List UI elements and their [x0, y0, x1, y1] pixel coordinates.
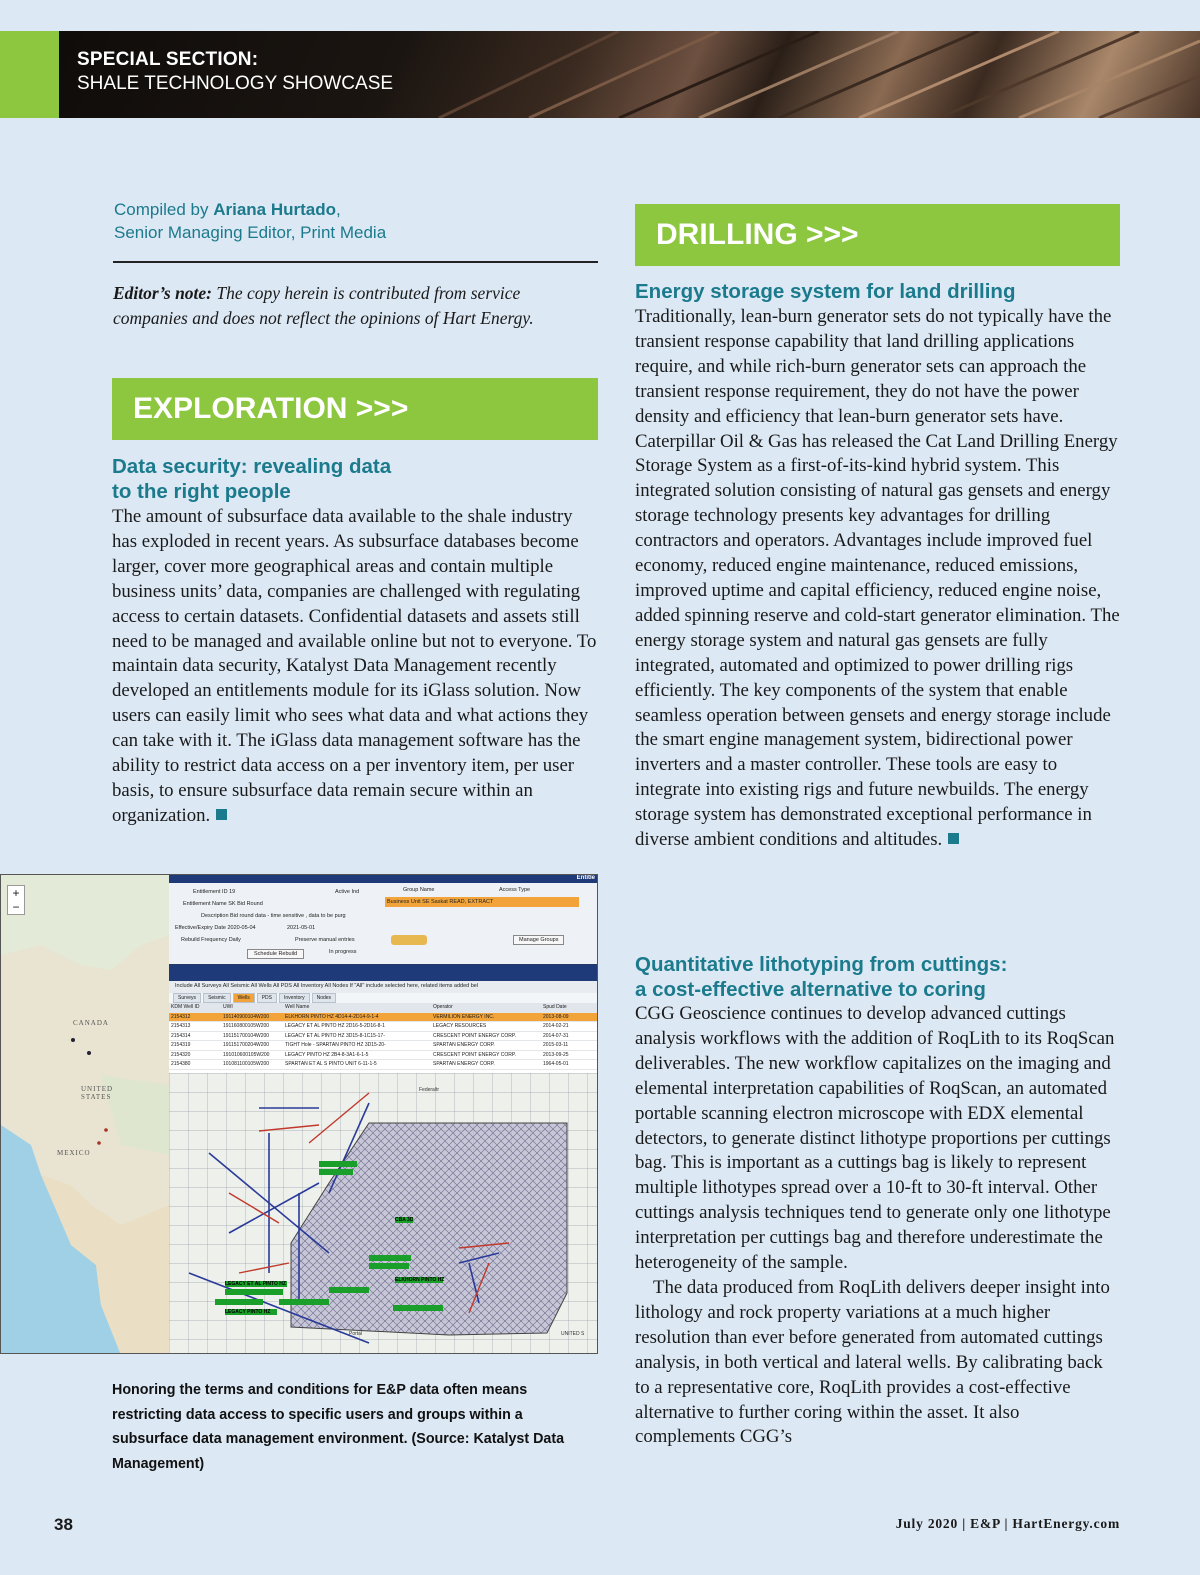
figure-screenshot: [0, 874, 598, 1354]
editor-note-text: The copy herein is contributed from service companies and does not reflect the opinions of Hart Energy.: [113, 283, 534, 328]
form-title: Entitle: [576, 875, 595, 881]
table-row[interactable]: [169, 1060, 598, 1070]
table-row[interactable]: [169, 1051, 598, 1061]
map-tag-elkhorn: ELKHORN PINTO HZ: [395, 1277, 445, 1283]
cell: 191151700104W200: [223, 1032, 270, 1039]
editor-note: [113, 281, 598, 331]
byline-author: Ariana Hurtado: [213, 200, 337, 219]
form-label-description: Description Bid round data - time sensitive , data to be purg: [201, 913, 346, 919]
form-expiry-date: 2021-05-01: [287, 925, 316, 931]
banner-rock-image: [59, 31, 1200, 118]
banner-line-2: SHALE TECHNOLOGY SHOWCASE: [77, 73, 394, 94]
tab-seismic[interactable]: Seismic: [203, 993, 231, 1003]
exploration-body-text: The amount of subsurface data available to the shale industry has exploded in recent years. As subsurface databases become larger, cover more geographical areas and contain multiple business units’ data, companies are challenged with regulating access to certain datasets. Confidential datasets and assets still need to be managed and available online but not to everyone. To maintain data security, Katalyst Data Management recently developed an entitlements module for its iGlass solution. Now users can easily limit who sees what data and what actions they can take with it. The iGlass data management software has the ability to restrict data access on a per inventory item, per user basis, to ensure subsurface data remain secure within an organization.: [112, 506, 597, 826]
cell: 2013-09-25: [543, 1051, 569, 1058]
form-label-rebuild: Rebuild Frequency Daily: [181, 937, 241, 943]
map-label-mexico: MEXICO: [57, 1149, 91, 1157]
form-label-date: Effective/Expiry Date 2020-05-04: [175, 925, 256, 931]
tab-inventory[interactable]: Inventory: [279, 993, 310, 1003]
drilling-body-2: [635, 1002, 1121, 1450]
cell: SPARTAN ET AL S PINTO UNIT 6-11-1-5: [285, 1061, 377, 1067]
drilling-body-2b: The data produced from RoqLith delivers deeper insight into lithology and rock property variations at a much higher resolution than ever before generated from automated cuttings analysis, in both vertical and lateral wells. By calibrating back to a representative core, RoqLith provides a cost-effective alternative to further coring within the asset. It also complements CGG’s: [635, 1276, 1110, 1448]
well-grid-map[interactable]: [169, 1073, 598, 1354]
drilling-body-2a: CGG Geoscience continues to develop advanced cuttings analysis workflows with the addition of RoqLith to its RoqScan deliverables. The new workflow capitalizes on the imaging and elemental interpretation capabilities of RoqScan, an automated portable scanning electron microscope with EDX elemental detectors, to generate distinct lithotype proportions per cuttings bag. This is important as a cuttings bag is likely to represent multiple lithotypes spread over a 10-ft to 30-ft interval. Other cuttings analysis techniques tend to generate only one lithotype interpretation per cuttings bag and therefore underestimate the heterogeneity of the sample.: [635, 1003, 1115, 1274]
inventory-tabs: [169, 993, 598, 1003]
table-row[interactable]: [169, 1022, 598, 1032]
drilling-body-1-text: Traditionally, lean-burn generator sets do not typically have the transient response capability that land drilling applications require, and while rich-burn generator sets can approach the transient response requirement, they do not have the power density and efficiency that lean-burn generator sets have. Caterpillar Oil & Gas has released the Cat Land Drilling Energy Storage System as a first-of-its-kind hybrid system. This integrated solution consisting of natural gas gensets and energy storage technology presents key advantages for drilling contractors and operators. Advantages include improved fuel economy, reduced engine maintenance, reduced emissions, improved uptime and capital efficiency, reduced engine noise, added spinning reserve and cold-start generator elimination. The energy storage system and natural gas gensets are fully integrated, automated and optimized to power drilling rigs efficiently. The key components of the system that enable seamless operation between gensets and energy storage include the smart engine management system, bidirectional power inverters and a master controller. These tools are easy to integrate into existing rigs and future newbuilds. The energy storage system has demonstrated exceptional performance in diverse ambient conditions and altitudes.: [635, 306, 1120, 851]
cell: 191140900104W200: [223, 1013, 270, 1020]
form-title-strip: [169, 875, 598, 883]
cell: TIGHT Hole - SPARTAN PINTO HZ 3D15-20-: [285, 1042, 386, 1048]
cell: CRESCENT POINT ENERGY CORP.: [433, 1051, 516, 1058]
table-row[interactable]: [169, 1041, 598, 1051]
cell: 191151700204W200: [223, 1042, 270, 1048]
map-label-canada: CANADA: [73, 1019, 109, 1027]
byline-rule: [113, 261, 598, 263]
overview-map: [1, 875, 169, 1354]
manage-groups-button[interactable]: Manage Groups: [513, 935, 564, 945]
drilling-body-1: [635, 305, 1121, 853]
map-label-usa: UNITED STATES: [81, 1085, 114, 1101]
wells-table: [169, 1003, 598, 1073]
entitlement-form: [169, 875, 598, 965]
exploration-body: [112, 505, 599, 829]
cell: 2014-07-31: [543, 1032, 569, 1039]
cell: CRESCENT POINT ENERGY CORP.: [433, 1032, 516, 1039]
byline-prefix: Compiled by: [114, 200, 214, 219]
cell: VERMILION ENERGY INC.: [433, 1013, 495, 1020]
group-name-header: Group Name: [403, 887, 435, 893]
cell: 2014-02-21: [543, 1023, 569, 1029]
include-filter-bar[interactable]: Include All Surveys All Seismic All Wells All PDS All Inventory All Nodes If "All" include selected here, related items added bel: [169, 981, 598, 993]
cell: LEGACY RESOURCES: [433, 1023, 487, 1029]
cell: 2154380: [171, 1061, 191, 1067]
exploration-headline-line-2: to the right people: [112, 480, 291, 503]
tab-nodes[interactable]: Nodes: [312, 993, 336, 1003]
exploration-section-bar: EXPLORATION >>>: [112, 378, 598, 440]
col-well-name: Well Name: [285, 1004, 310, 1010]
table-row[interactable]: [169, 1013, 598, 1023]
map-tag-portal: Portal: [349, 1331, 363, 1337]
drilling-headline-2-line-1: Quantitative lithotyping from cuttings:: [635, 953, 1008, 976]
cell: 191010600105W200: [223, 1051, 270, 1058]
table-row[interactable]: [169, 1032, 598, 1042]
form-label-id: Entitlement ID 19: [193, 889, 236, 895]
drilling-section-bar: DRILLING >>>: [635, 204, 1120, 266]
cell: 2154319: [171, 1042, 191, 1048]
cell: 191160800105W200: [223, 1023, 270, 1029]
drilling-headline-2-line-2: a cost-effective alternative to coring: [635, 978, 986, 1001]
banner-line-1: SPECIAL SECTION:: [77, 49, 259, 70]
form-in-progress: In progress: [329, 949, 357, 955]
cell: SPARTAN ENERGY CORP.: [433, 1042, 495, 1048]
zoom-in-icon[interactable]: +: [12, 886, 20, 900]
tab-surveys[interactable]: Surveys: [173, 993, 201, 1003]
cell: LEGACY ET AL PINTO HZ 3D15-8-1C15-17-: [285, 1032, 385, 1039]
footer-issue: July 2020 | E&P | HartEnergy.com: [895, 1516, 1120, 1531]
map-tag-fedraltr: Federaltr: [419, 1087, 440, 1093]
cell: SPARTAN ENERGY CORP.: [433, 1061, 495, 1067]
drilling-headline-1: Energy storage system for land drilling: [635, 280, 1016, 303]
col-kdm-well-id: KDM Well ID: [171, 1004, 200, 1010]
col-spud-date: Spud Date: [543, 1004, 567, 1010]
cell: ELKHORN PINTO HZ 4D14-4-2D14-9-1-4: [285, 1013, 379, 1020]
map-tag-united: UNITED S: [561, 1331, 585, 1337]
byline-comma: ,: [336, 200, 341, 219]
cell: 101081100105W200: [223, 1061, 270, 1067]
banner-text: [77, 49, 393, 95]
access-type-header: Access Type: [499, 887, 531, 893]
form-label-name: Entitlement Name SK Bid Round: [183, 901, 263, 907]
cell: 2154314: [171, 1032, 191, 1039]
map-tag-legacy: LEGACY ET AL PINTO HZ: [225, 1281, 286, 1287]
cell: 1964-05-01: [543, 1061, 569, 1067]
map-tag-legacy-2: LEGACY PINTO HZ: [225, 1309, 271, 1315]
tab-wells[interactable]: Wells: [233, 993, 255, 1003]
form-preserve-entries[interactable]: Preserve manual entries: [295, 937, 355, 943]
toolbar-icons[interactable]: [391, 935, 427, 945]
map-land: [1, 875, 169, 1354]
cell: 2154313: [171, 1023, 191, 1029]
cell: 2154320: [171, 1051, 191, 1058]
byline: [114, 198, 386, 244]
group-row-selected[interactable]: Business Unit SE Saskat READ, EXTRACT: [385, 897, 579, 907]
page-number: 38: [54, 1515, 73, 1534]
col-uwi: UWI: [223, 1004, 233, 1010]
cell: LEGACY PINTO HZ 2B4-8-3A1-6-1-5: [285, 1051, 369, 1058]
cell: 2013-08-09: [543, 1013, 569, 1020]
end-mark-icon: [216, 809, 227, 820]
cell: LEGACY ET AL PINTO HZ 2D16-5-2D16-8-1: [285, 1023, 385, 1029]
form-active-ind[interactable]: Active Ind: [335, 889, 360, 895]
zoom-control[interactable]: [7, 885, 25, 915]
end-mark-icon: [948, 833, 959, 844]
iglass-app: [169, 875, 598, 1354]
exploration-headline: [112, 454, 598, 504]
cell: 2154312: [171, 1013, 191, 1020]
exploration-headline-line-1: Data security: revealing data: [112, 455, 392, 478]
section-banner: [0, 31, 1200, 118]
drilling-headline-2: [635, 952, 1120, 1002]
tab-pds[interactable]: PDS: [257, 993, 277, 1003]
map-tag-cba: CBA 3D: [395, 1217, 414, 1223]
table-header: [169, 1003, 598, 1013]
cell: 2015-03-11: [543, 1042, 569, 1048]
byline-role: Senior Managing Editor, Print Media: [114, 223, 387, 242]
banner-green-tab: [0, 31, 59, 118]
figure-caption: Honoring the terms and conditions for E&P data often means restricting data access to specific users and groups within a subsurface data management environment. (Source: Katalyst Data Management): [112, 1382, 565, 1473]
editor-note-label: Editor’s note:: [113, 283, 213, 303]
blue-divider-strip: [169, 965, 598, 981]
zoom-out-icon[interactable]: −: [12, 900, 20, 914]
col-operator: Operator: [433, 1004, 453, 1010]
schedule-rebuild-button[interactable]: Schedule Rebuild: [247, 949, 304, 959]
